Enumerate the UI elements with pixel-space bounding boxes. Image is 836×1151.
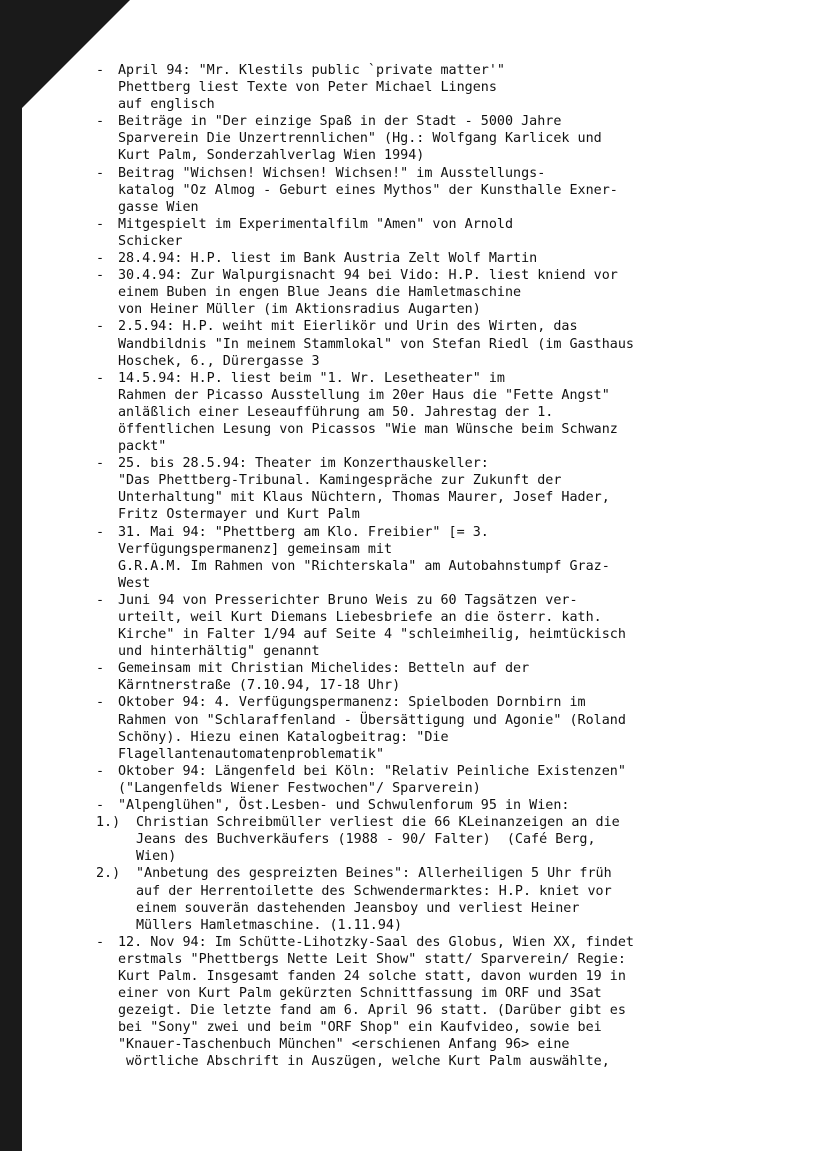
text-line: gasse Wien [118, 199, 199, 215]
text-line: Hoschek, 6., Dürergasse 3 [118, 353, 320, 369]
text-line: Kärntnerstraße (7.10.94, 17-18 Uhr) [118, 678, 401, 694]
text-line: Wien) [136, 849, 177, 865]
text-line: 30.4.94: Zur Walpurgisnacht 94 bei Vido: H.P. liest kniend vor [118, 268, 618, 284]
text-line: "Das Phettberg-Tribunal. Kamingespräche zur Zukunft der [118, 473, 562, 489]
list-item [96, 250, 786, 267]
text-line: Rahmen der Picasso Ausstellung im 20er Haus die "Fette Angst" [118, 387, 610, 403]
list-item [96, 797, 786, 814]
text-line: einem souverän dastehenden Jeansboy und verliest Heiner [136, 900, 580, 916]
text-line: Verfügungspermanenz] gemeinsam mit [118, 541, 393, 557]
text-line: Kirche" in Falter 1/94 auf Seite 4 "schleimheilig, heimtückisch [118, 627, 626, 643]
text-line: Beiträge in "Der einzige Spaß in der Stadt - 5000 Jahre [118, 114, 562, 130]
scan-left-edge [0, 0, 22, 1151]
bullet-dash: - [96, 934, 105, 950]
list-item [96, 524, 786, 592]
bullet-dash: - [96, 524, 105, 540]
bullet-dash: - [96, 165, 105, 181]
text-line: Juni 94 von Presserichter Bruno Weis zu 60 Tagsätzen ver- [118, 592, 578, 608]
text-line: auf englisch [118, 97, 215, 113]
list-item [96, 592, 786, 660]
text-line: packt" [118, 439, 167, 455]
text-line: öffentlichen Lesung von Picassos "Wie man Wünsche beim Schwanz [118, 421, 618, 437]
text-line: "Anbetung des gespreizten Beines": Allerheiligen 5 Uhr früh [136, 866, 612, 882]
list-item [96, 165, 786, 216]
text-line: April 94: "Mr. Klestils public `private matter'" [118, 63, 505, 78]
text-line: 28.4.94: H.P. liest im Bank Austria Zelt Wolf Martin [118, 251, 538, 267]
bullet-dash: - [96, 661, 105, 677]
text-line: Rahmen von "Schlaraffenland - Übersättigung und Agonie" (Roland [118, 712, 626, 728]
text-line: urteilt, weil Kurt Diemans Liebesbriefe an die österr. kath. [118, 610, 602, 625]
text-line: Beitrag "Wichsen! Wichsen! Wichsen!" im Ausstellungs- [118, 165, 546, 181]
text-line: auf der Herrentoilette des Schwendermarktes: H.P. kniet vor [136, 883, 612, 899]
list-item [96, 318, 786, 369]
text-line: einer von Kurt Palm gekürzten Schnittfassung im ORF und 3Sat [118, 986, 602, 1002]
bullet-dash: - [96, 798, 105, 814]
list-item [96, 62, 786, 113]
text-line: 12. Nov 94: Im Schütte-Lihotzky-Saal des Globus, Wien XX, findet [118, 934, 634, 950]
bullet-dash: - [96, 370, 105, 386]
text-line: katalog "Oz Almog - Geburt eines Mythos" der Kunsthalle Exner- [118, 182, 618, 198]
text-line: "Alpenglühen", Öst.Lesben- und Schwulenforum 95 in Wien: [118, 798, 570, 814]
sub-list-item [96, 865, 786, 933]
list-item [96, 455, 786, 523]
text-line: G.R.A.M. Im Rahmen von "Richterskala" am Autobahnstumpf Graz- [118, 558, 610, 574]
text-line: von Heiner Müller (im Aktionsradius Augarten) [118, 302, 481, 318]
list-item [96, 694, 786, 762]
list-item [96, 267, 786, 318]
text-line: Christian Schreibmüller verliest die 66 KLeinanzeigen an die [136, 815, 620, 831]
bullet-dash: - [96, 114, 105, 130]
text-line: 25. bis 28.5.94: Theater im Konzerthauskeller: [118, 456, 489, 472]
text-line: Mitgespielt im Experimentalfilm "Amen" von Arnold [118, 216, 514, 232]
text-line: 31. Mai 94: "Phettberg am Klo. Freibier" [= 3. [118, 524, 489, 540]
text-line: gezeigt. Die letzte fand am 6. April 96 statt. (Darüber gibt es [118, 1003, 626, 1019]
text-line: wörtliche Abschrift in Auszügen, welche Kurt Palm auswählte, [118, 1054, 610, 1070]
text-line: erstmals "Phettbergs Nette Leit Show" statt/ Sparverein/ Regie: [118, 951, 626, 967]
text-line: ("Langenfelds Wiener Festwochen"/ Sparverein) [118, 780, 481, 796]
list-item [96, 934, 786, 1071]
text-line: einem Buben in engen Blue Jeans die Hamletmaschine [118, 285, 522, 301]
text-line: Flagellantenautomatenproblematik" [118, 746, 385, 762]
bullet-dash: - [96, 216, 105, 232]
bullet-dash: - [96, 592, 105, 608]
bullet-dash: - [96, 319, 105, 335]
text-line: Oktober 94: Längenfeld bei Köln: "Relativ Peinliche Existenzen" [118, 763, 626, 779]
bullet-dash: - [96, 456, 105, 472]
text-line: Gemeinsam mit Christian Michelides: Betteln auf der [118, 661, 530, 677]
text-line: Oktober 94: 4. Verfügungspermanenz: Spielboden Dornbirn im [118, 695, 586, 711]
text-line: Kurt Palm. Insgesamt fanden 24 solche statt, davon wurden 19 in [118, 968, 626, 984]
list-item [96, 216, 786, 250]
text-line: und hinterhältig" genannt [118, 644, 320, 660]
list-item [96, 113, 786, 164]
text-line: 2.5.94: H.P. weiht mit Eierlikör und Urin des Wirten, das [118, 319, 578, 335]
sub-item-number: 2.) [96, 866, 121, 882]
document-body [96, 62, 786, 1071]
text-line: "Knauer-Taschenbuch München" <erschienen Anfang 96> eine [118, 1037, 570, 1053]
text-line: Schöny). Hiezu einen Katalogbeitrag: "Die [118, 729, 449, 745]
text-line: West [118, 575, 151, 591]
text-line: bei "Sony" zwei und beim "ORF Shop" ein Kaufvideo, sowie bei [118, 1020, 602, 1036]
bullet-dash: - [96, 251, 105, 267]
text-line: Schicker [118, 233, 183, 249]
text-line: Wandbildnis "In meinem Stammlokal" von Stefan Riedl (im Gasthaus [118, 336, 634, 352]
bullet-dash: - [96, 763, 105, 779]
list-item [96, 763, 786, 797]
list-item [96, 660, 786, 694]
text-line: Unterhaltung" mit Klaus Nüchtern, Thomas Maurer, Josef Hader, [118, 490, 610, 506]
text-line: Fritz Ostermayer und Kurt Palm [118, 507, 360, 523]
text-line: Sparverein Die Unzertrennlichen" (Hg.: Wolfgang Karlicek und [118, 131, 602, 147]
text-line: Phettberg liest Texte von Peter Michael Lingens [118, 80, 497, 96]
text-line: anläßlich einer Leseaufführung am 50. Jahrestag der 1. [118, 404, 554, 420]
bullet-dash: - [96, 695, 105, 711]
bullet-dash: - [96, 63, 105, 78]
text-line: Müllers Hamletmaschine. (1.11.94) [136, 917, 403, 933]
sub-list-item [96, 814, 786, 865]
list-item [96, 370, 786, 455]
text-line: 14.5.94: H.P. liest beim "1. Wr. Lesetheater" im [118, 370, 505, 386]
text-line: Jeans des Buchverkäufers (1988 - 90/ Falter) (Café Berg, [136, 832, 596, 848]
sub-item-number: 1.) [96, 815, 121, 831]
text-line: Kurt Palm, Sonderzahlverlag Wien 1994) [118, 148, 425, 164]
bullet-dash: - [96, 268, 105, 284]
